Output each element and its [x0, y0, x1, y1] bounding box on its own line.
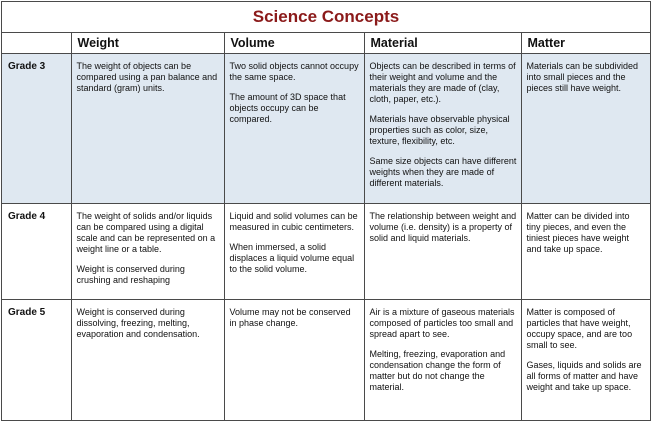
corner-cell — [2, 33, 71, 53]
cell-grade4-matter — [521, 203, 650, 299]
cell-grade4-weight — [71, 203, 224, 299]
cell-text: Weight is conserved during dissolving, freezing, melting, evaporation and condensation. — [76, 306, 200, 339]
cell-text: The weight of objects can be compared using a pan balance and standard (gram) units. — [76, 60, 218, 93]
cell-grade5-volume — [224, 299, 364, 421]
table-row-grade-3 — [2, 53, 650, 203]
cell-text: The amount of 3D space that objects occupy can be compared. — [229, 91, 346, 124]
table-row-grade-5 — [2, 299, 650, 421]
cell-text: Matter is composed of particles that have weight, occupy space, and are too small to see. — [526, 306, 633, 350]
cell-grade3-matter — [521, 53, 650, 203]
column-header-material: Material — [364, 33, 521, 53]
cell-text: Air is a mixture of gaseous materials composed of particles too small and spread apart to see. — [369, 306, 515, 339]
cell-grade4-material — [364, 203, 521, 299]
cell-text: Melting, freezing, evaporation and condensation change the form of matter but do not change the material. — [369, 348, 506, 392]
table-row-grade-4 — [2, 203, 650, 299]
cell-text: Volume may not be conserved in phase change. — [229, 306, 351, 328]
science-concepts-table-frame — [1, 1, 651, 421]
column-header-volume: Volume — [224, 33, 364, 53]
cell-text: The weight of solids and/or liquids can be compared using a digital scale and can be represented on a weight line or a table. — [76, 210, 216, 254]
cell-text: Same size objects can have different weights when they are made of different materials. — [369, 155, 517, 188]
cell-text: Gases, liquids and solids are all forms of matter and have weight and take up space. — [526, 359, 642, 392]
cell-grade4-volume — [224, 203, 364, 299]
cell-grade5-matter — [521, 299, 650, 421]
cell-text: Objects can be described in terms of their weight and volume and the materials they are made of (clay, cloth, paper, etc.). — [369, 60, 516, 104]
row-label-grade-5: Grade 5 — [2, 299, 71, 421]
column-header-matter: Matter — [521, 33, 650, 53]
cell-grade3-volume — [224, 53, 364, 203]
cell-text: Two solid objects cannot occupy the same space. — [229, 60, 359, 82]
cell-text: When immersed, a solid displaces a liquid volume equal to the solid volume. — [229, 241, 355, 274]
cell-text: The relationship between weight and volume (i.e. density) is a property of solid and liquid materials. — [369, 210, 517, 243]
header-row — [2, 33, 650, 53]
cell-grade5-weight — [71, 299, 224, 421]
column-header-weight: Weight — [71, 33, 224, 53]
cell-text: Liquid and solid volumes can be measured in cubic centimeters. — [229, 210, 358, 232]
row-label-grade-3: Grade 3 — [2, 53, 71, 203]
cell-text: Weight is conserved during crushing and reshaping — [76, 263, 185, 285]
cell-grade5-material — [364, 299, 521, 421]
row-label-grade-4: Grade 4 — [2, 203, 71, 299]
cell-text: Materials have observable physical properties such as color, size, texture, flexibility, etc. — [369, 113, 510, 146]
cell-text: Matter can be divided into tiny pieces, and even the tiniest pieces have weight and take up space. — [526, 210, 630, 254]
cell-grade3-material — [364, 53, 521, 203]
cell-text: Materials can be subdivided into small pieces and the pieces still have weight. — [526, 60, 639, 93]
cell-grade3-weight — [71, 53, 224, 203]
concepts-table — [2, 33, 650, 421]
table-title: Science Concepts — [2, 2, 650, 33]
